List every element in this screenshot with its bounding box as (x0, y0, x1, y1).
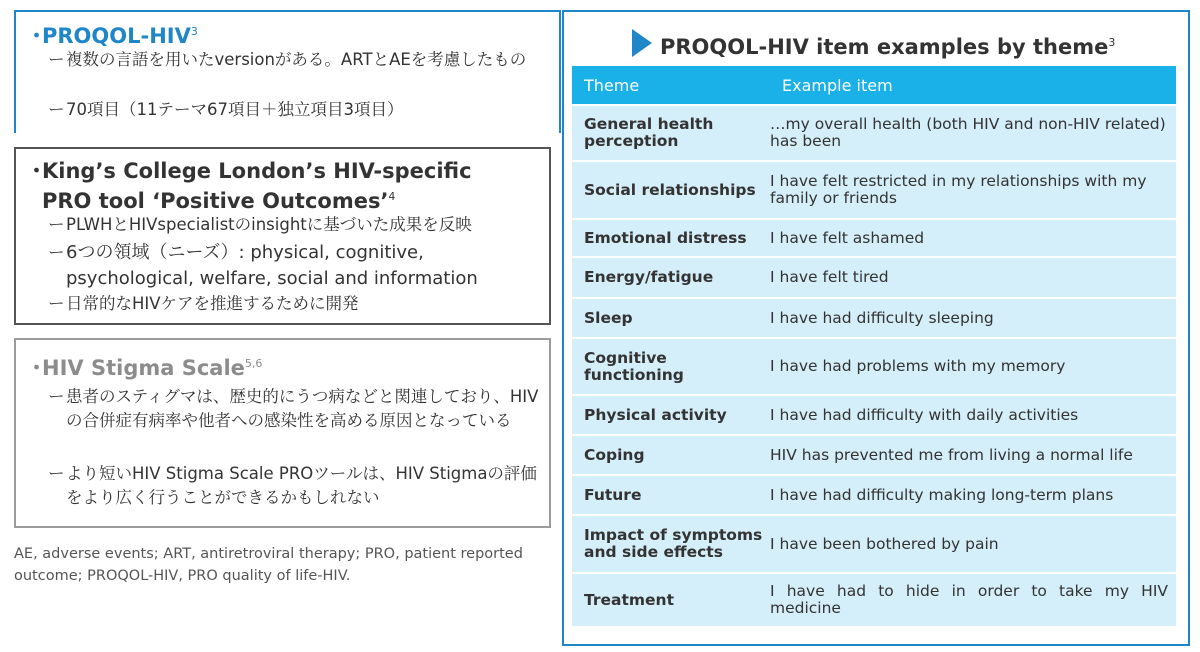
dash-icon: ー (48, 100, 65, 119)
stigma-scale-heading-text: HIV Stigma Scale (42, 356, 245, 380)
table-row (572, 160, 1176, 218)
table-row (572, 256, 1176, 297)
positive-outcomes-item-1 (48, 214, 548, 236)
positive-outcomes-heading-ref: 4 (388, 190, 396, 203)
proqol-item-2-text: 70項目（11テーマ67項目＋独立項目3項目） (66, 100, 404, 119)
table-row (572, 297, 1176, 337)
row-example: I have felt tired (770, 268, 889, 286)
header-example-item: Example item (782, 76, 893, 95)
row-example: I have been bothered by pain (770, 534, 999, 553)
stigma-scale-item-1 (48, 385, 543, 433)
dash-icon: ー (48, 387, 65, 406)
table-row (572, 104, 1176, 160)
bullet-icon: ・ (26, 356, 47, 380)
table-title (660, 29, 1115, 61)
table-title-ref: 3 (1108, 36, 1116, 49)
stigma-scale-heading (26, 351, 262, 381)
proqol-heading-text: PROQOL‑HIV (42, 24, 191, 48)
proqol-heading-ref: 3 (190, 25, 198, 38)
row-theme: Social relationships (584, 180, 756, 199)
positive-outcomes-heading-line1: King’s College London’s HIV-specific (42, 159, 472, 183)
table-row (572, 394, 1176, 434)
dash-icon: ー (48, 215, 65, 234)
row-theme: Emotional distress (584, 228, 747, 247)
table-title-text: PROQOL‑HIV item examples by theme (660, 35, 1109, 59)
header-theme: Theme (584, 76, 640, 95)
row-theme: Energy/fatigue (584, 268, 714, 286)
table-row (572, 474, 1176, 514)
stigma-scale-item-1-text: 患者のスティグマは、歴史的にうつ病などと関連しており、HIVの合併症有病率や他者への感染性を高める原因となっている (66, 387, 539, 430)
positive-outcomes-item-2-text: 6つの領域（ニーズ）: physical, cognitive, psychological, welfare, social and information (66, 242, 478, 289)
row-example: I have had problems with my memory (770, 357, 1066, 375)
proqol-item-1-text: 複数の言語を用いたversionがある。ARTとAEを考慮したもの (66, 50, 527, 69)
row-theme: Cognitive functioning (584, 348, 684, 384)
table-row (572, 572, 1176, 626)
row-theme: Coping (584, 445, 645, 464)
row-theme: Impact of symptoms and side effects (584, 526, 763, 561)
proqol-heading (26, 19, 198, 49)
stigma-scale-item-2-text: より短いHIV Stigma Scale PROツールは、HIV Stigmaの評価をより広く行うことができるかもしれない (66, 464, 537, 507)
table-row (572, 337, 1176, 394)
positive-outcomes-item-1-text: PLWHとHIVspecialistのinsightに基づいた成果を反映 (66, 215, 472, 234)
proqol-item-1 (48, 49, 548, 71)
row-example: …my overall health (both HIV and non-HIV related) has been (770, 115, 1166, 150)
row-theme: Sleep (584, 308, 633, 327)
row-example: I have had difficulty making long-term plans (770, 485, 1114, 504)
row-example: I have had difficulty sleeping (770, 308, 994, 327)
row-theme: Future (584, 485, 642, 504)
positive-outcomes-item-3-text: 日常的なHIVケアを推進するために開発 (66, 294, 359, 313)
table-row (572, 434, 1176, 474)
row-example: I have had to hide in order to take my HIV medicine (770, 582, 1168, 617)
row-theme: General health perception (584, 115, 714, 150)
positive-outcomes-heading-line2: PRO tool ‘Positive Outcomes’ (42, 189, 389, 213)
row-example: I have felt ashamed (770, 228, 925, 247)
bullet-icon: ・ (26, 159, 47, 183)
row-example: I have felt restricted in my relationships with my family or friends (770, 172, 1147, 207)
positive-outcomes-item-2 (48, 240, 548, 292)
stigma-scale-item-2 (48, 462, 543, 510)
dash-icon: ー (48, 294, 65, 313)
table-row (572, 218, 1176, 256)
positive-outcomes-heading (26, 158, 472, 214)
row-theme: Physical activity (584, 405, 727, 424)
dash-icon: ー (48, 464, 65, 483)
abbreviations-footnote: AE, adverse events; ART, antiretroviral therapy; PRO, patient reported outcome; PROQOL-HIV, PRO quality of life-HIV. (14, 546, 523, 584)
theme-table (572, 66, 1176, 626)
positive-outcomes-item-3 (48, 293, 548, 315)
table-row (572, 514, 1176, 572)
proqol-item-2 (48, 99, 548, 121)
row-example: HIV has prevented me from living a normal life (770, 445, 1133, 464)
row-theme: Treatment (584, 590, 675, 609)
stigma-scale-heading-ref: 5,6 (244, 357, 263, 370)
bullet-icon: ・ (26, 24, 47, 48)
table-header-row (572, 66, 1176, 104)
row-example: I have had difficulty with daily activities (770, 405, 1079, 424)
dash-icon: ー (48, 243, 65, 262)
dash-icon: ー (48, 50, 65, 69)
play-triangle-icon (632, 29, 652, 57)
